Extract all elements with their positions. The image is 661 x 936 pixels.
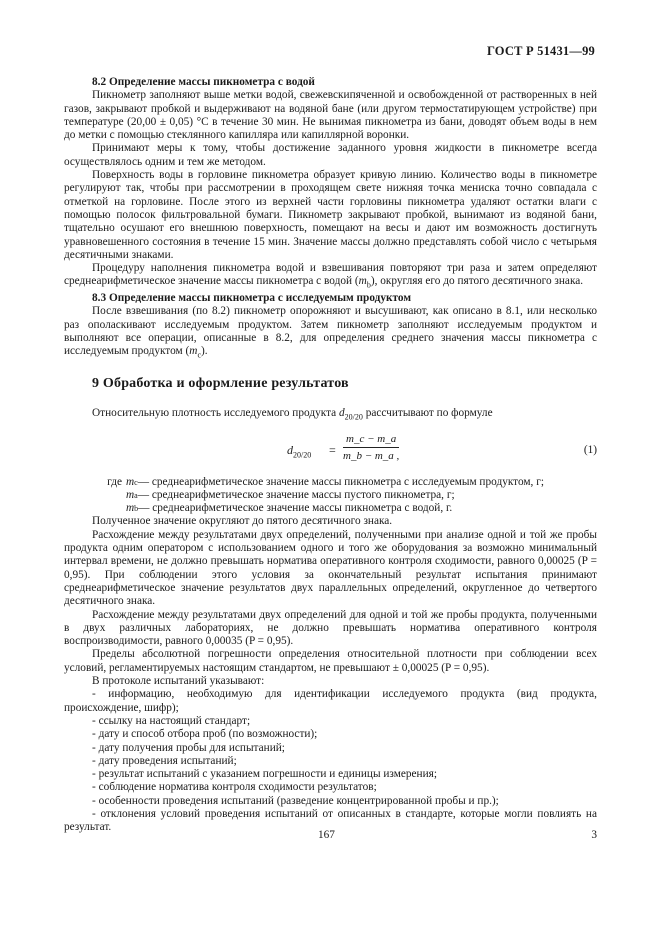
list-item: - результат испытаний с указанием погрешности и единицы измерения; (92, 768, 437, 781)
formula-number: (1) (583, 443, 597, 456)
formula-equals: = (329, 442, 336, 457)
paragraph: Пределы абсолютной погрешности определения относительной плотности при соблюдении всех условий, регламентируемых настоящим стандартом, не превышают ± 0,00025 (P = 0,95). (64, 648, 597, 674)
sheet-number: 3 (591, 829, 597, 841)
list-item: - соблюдение норматива контроля сходимости результатов; (92, 781, 377, 794)
formula-fraction (343, 433, 399, 464)
paragraph: В протоколе испытаний указывают: (92, 675, 265, 688)
list-item: - дату проведения испытаний; (92, 754, 237, 767)
variable-definition: где m c — среднеарифметическое значение массы пикнометра с исследуемым продуктом, г; (107, 475, 544, 488)
variable-definitions (64, 476, 597, 516)
formula-denominator: m_b − m_a , (343, 449, 400, 462)
section-8-2-title: 8.2 Определение массы пикнометра с водой (92, 76, 315, 88)
paragraph: После взвешивания (по 8.2) пикнометр опорожняют и высушивают, как описано в 8.1, или несколько раз ополаскивают исследуемым продуктом. Затем пикнометр заполняют исследуемым продуктом и выполняют все операции, описанные в 8.2, для определения среднего значения массы пикнометра с исследуемым продуктом $(m_c)$. (64, 305, 597, 360)
formula-lhs: $d_{20/20}$ (287, 442, 312, 459)
document-body (64, 76, 597, 835)
list-item: - ссылку на настоящий стандарт; (92, 714, 251, 727)
formula-intro: Относительную плотность исследуемого продукта $d_{20/20}$ рассчитывают по формуле (92, 407, 493, 422)
list-item: - дату и способ отбора проб (по возможности); (92, 728, 318, 741)
list-item: - особенности проведения испытаний (разведение концентрированной пробы и пр.); (92, 794, 499, 807)
standard-header: ГОСТ Р 51431—99 (486, 44, 595, 58)
paragraph: Поверхность воды в горловине пикнометра образует кривую линию. Количество воды в пикнометре регулируют так, чтобы при рассмотрении в проходящем свете нижняя точка мениска точно совпадала с отметкой на горловине. После этого из верхней части горловины пикнометра удаляют остатки влаги с помощью полосок фильтровальной бумаги. Пикнометр закрывают пробкой, вынимают из водяной бани, тщательно осушают его внешнюю поверхность, помещают на весы и дают им возможность достигнуть уравновешенного состояния в течение 15 мин. Значение массы должно представлять собой число с четырьмя десятичными знаками. (64, 169, 597, 261)
list-item: - дату получения пробы для испытаний; (92, 741, 285, 754)
formula-1 (64, 432, 597, 472)
paragraph: Полученное значение округляют до пятого десятичного знака. (92, 515, 393, 528)
section-8-3-title: 8.3 Определение массы пикнометра с исследуемым продуктом (92, 292, 412, 304)
variable-definition: m b — среднеарифметическое значение массы пикнометра с водой, г. (126, 502, 453, 515)
paragraph: Процедуру наполнения пикнометра водой и взвешивания повторяют три раза и затем определяют среднеарифметическое значение массы пикнометра с водой $(m_b)$, округляя его до пятого десятичного знака. (64, 262, 597, 290)
paragraph: Пикнометр заполняют выше метки водой, свежевскипяченной и освобожденной от растворенных в ней газов, закрывают пробкой и выдерживают на водяной бане (или другом термостатирующем устройстве) при температуре (20,00 ± 0,05) °С в течение 30 мин. Не вынимая пикнометра из бани, доводят объем воды в нем до метки с помощью стеклянного капилляра или капиллярной воронки. (64, 89, 597, 142)
paragraph: Расхождение между результатами двух определений для одной и той же пробы продукта, полученными в двух различных лабораториях, не должно превышать норматива оперативного контроля воспроизводимости, равного 0,00035 (P = 0,95). (64, 608, 597, 648)
paragraph: Расхождение между результатами двух определений, полученными при анализе одной и той же пробы продукта одним оператором с использованием одного и того же оборудования за возможно минимальный интервал времени, не должно превышать норматива оперативного контроля сходимости, равного 0,00025 (P = 0,95). При соблюдении этого условия за окончательный результат испытания принимают среднеарифметическое значение результатов двух параллельных определений, округленное до четвертого десятичного знака. (64, 528, 597, 608)
formula-numerator: m_c − m_a (343, 433, 399, 448)
list-item: - отклонения условий проведения испытаний от описанных в стандарте, которые могли повлиять на результат. (64, 808, 597, 834)
section-9-title: 9 Обработка и оформление результатов (92, 375, 349, 391)
page-number: 167 (318, 829, 335, 841)
variable-definition: m a — среднеарифметическое значение массы пустого пикнометра, г; (126, 488, 455, 501)
paragraph: Принимают меры к тому, чтобы достижение заданного уровня жидкости в пикнометре всегда осуществлялось одним и тем же методом. (64, 142, 597, 168)
list-item: - информацию, необходимую для идентификации исследуемого продукта (вид продукта, происхождение, шифр); (64, 688, 597, 714)
